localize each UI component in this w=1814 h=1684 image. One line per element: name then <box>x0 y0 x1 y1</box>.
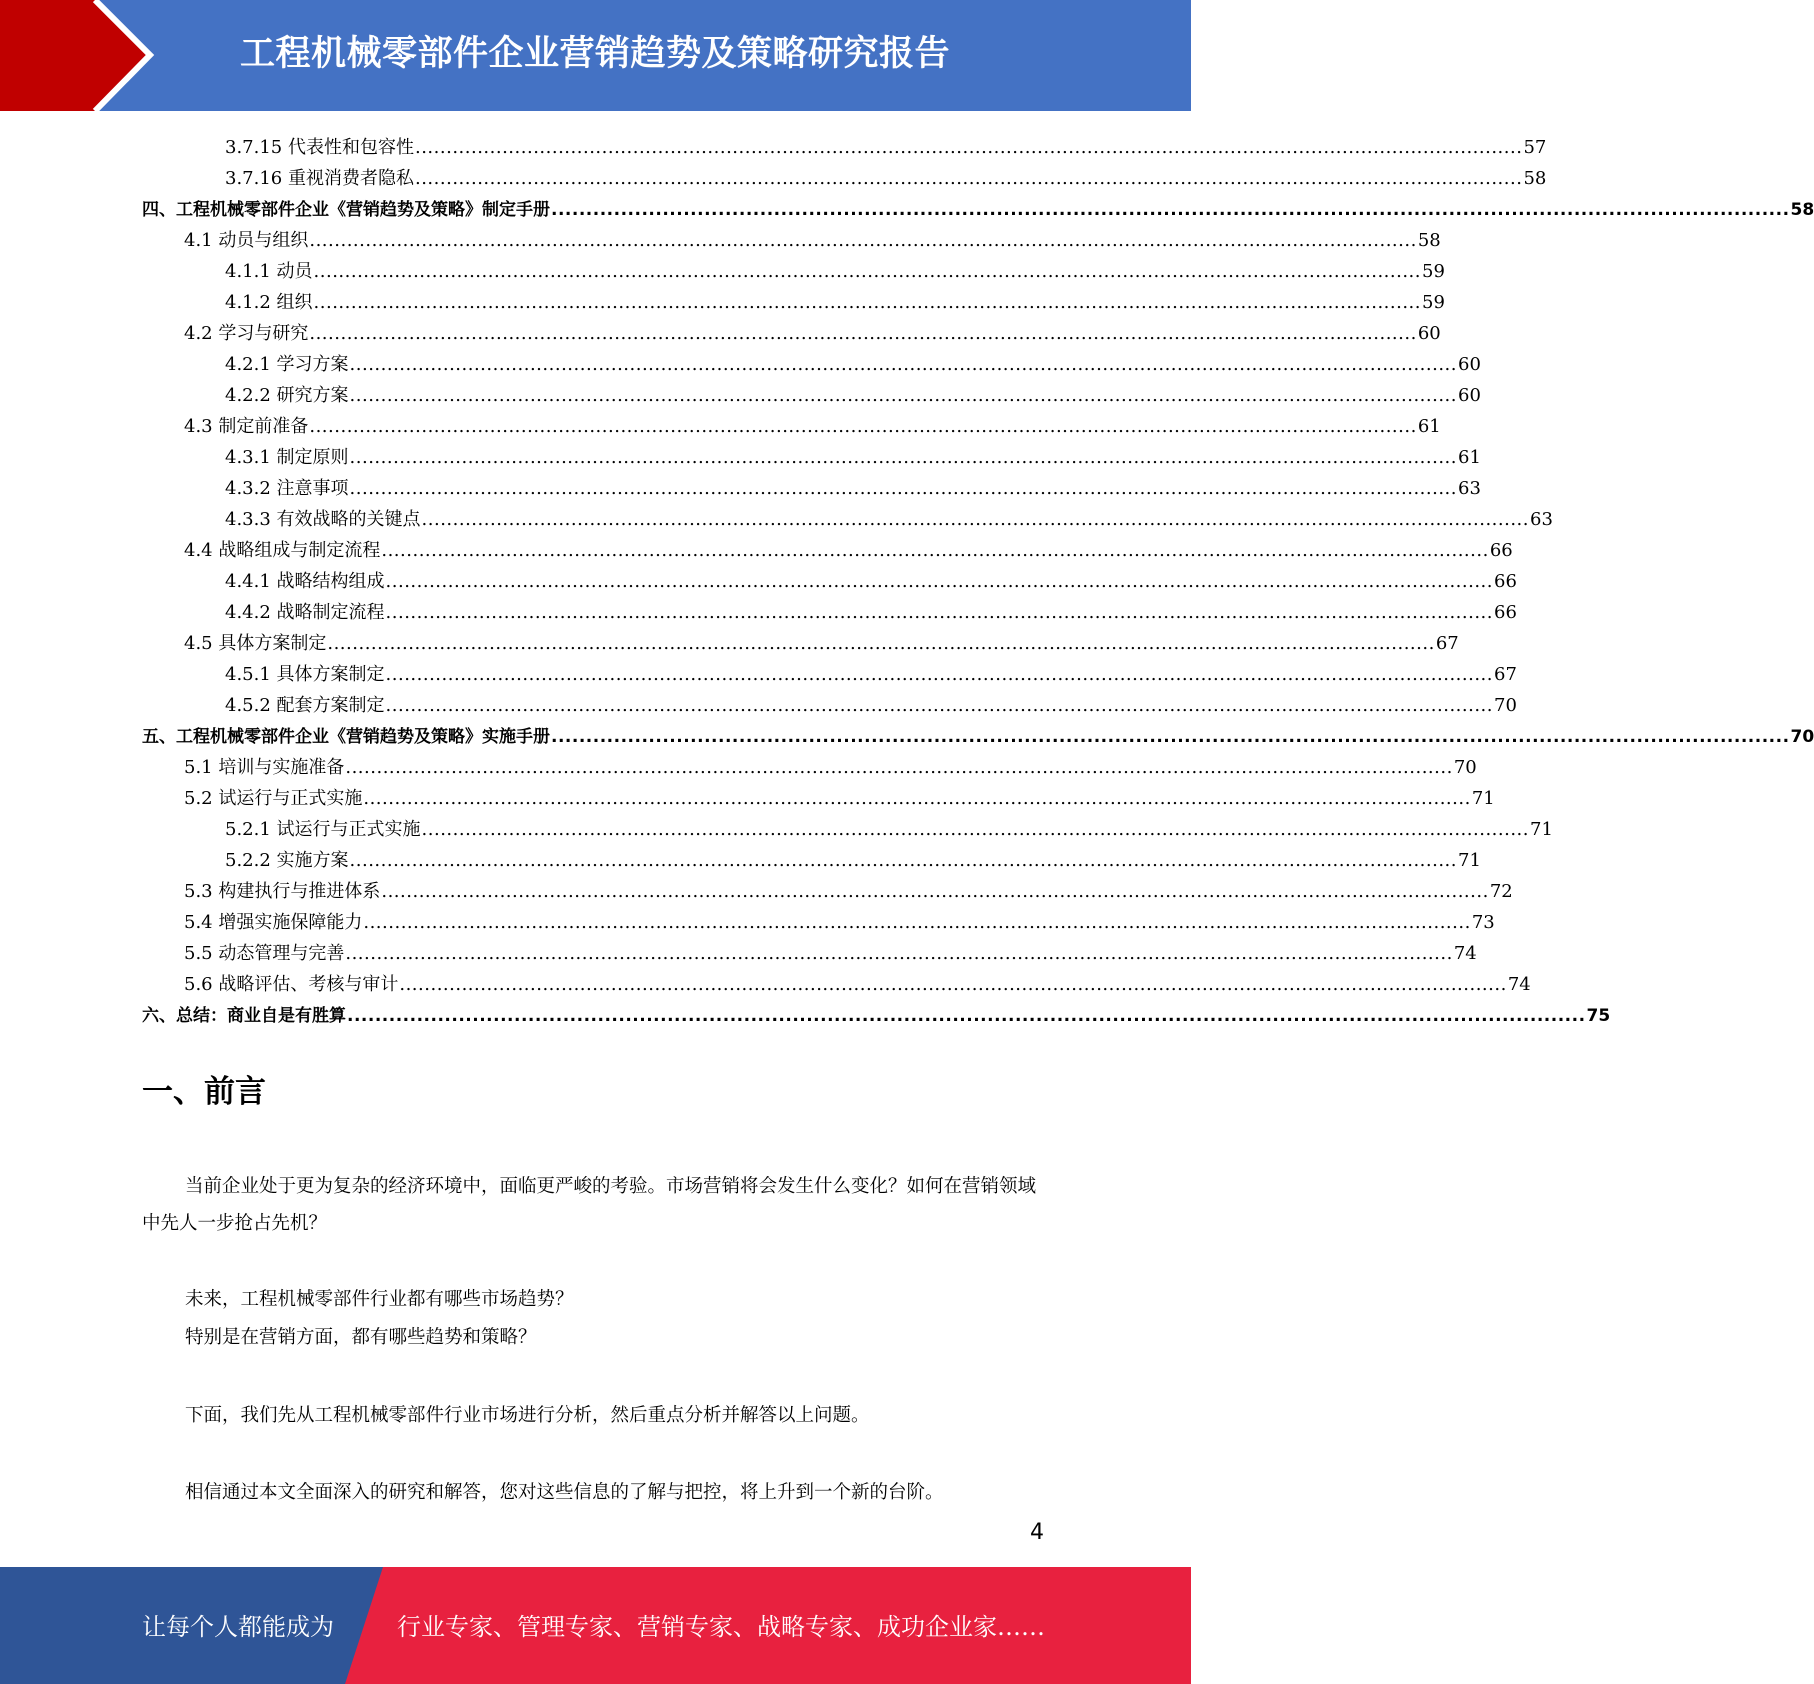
toc-entry[interactable] <box>184 407 1441 438</box>
toc-entry-label: 5.6 战略评估、考核与审计 <box>184 974 399 995</box>
toc-leader-dots: .................................................................................................................................................................................. <box>309 323 1417 344</box>
toc-entry-page: 70 <box>1494 695 1517 716</box>
toc-leader-dots: .................................................................................................................................................................................. <box>349 850 1457 871</box>
toc-entry[interactable] <box>225 345 1481 376</box>
toc-entry-page: 71 <box>1471 788 1495 809</box>
toc-entry-page: 57 <box>1523 137 1547 158</box>
toc-entry-label: 3.7.16 重视消费者隐私 <box>225 168 414 189</box>
toc-leader-dots: .................................................................................................................................................................................. <box>381 881 1489 902</box>
toc-entry[interactable] <box>225 159 1547 190</box>
toc-entry-page: 58 <box>1790 200 1814 220</box>
toc-entry-label: 4.1 动员与组织 <box>184 230 309 251</box>
toc-entry-page: 72 <box>1489 881 1513 902</box>
body-paragraph: 下面，我们先从工程机械零部件行业市场进行分析，然后重点分析并解答以上问题。 <box>185 1405 870 1426</box>
toc-leader-dots: .................................................................................................................................................................................. <box>414 168 1523 189</box>
toc-leader-dots: .................................................................................................................................................................................. <box>313 292 1421 313</box>
toc-entry-page: 59 <box>1422 292 1445 313</box>
toc-leader-dots: .................................................................................................................................................................................. <box>385 695 1493 716</box>
toc-entry-page: 63 <box>1458 478 1481 499</box>
toc-entry-label: 5.5 动态管理与完善 <box>184 943 345 964</box>
toc-leader-dots: .................................................................................................................................................................................. <box>349 447 1457 468</box>
toc-entry-label: 4.5.1 具体方案制定 <box>225 664 385 685</box>
toc-entry-page: 75 <box>1586 1006 1611 1026</box>
toc-entry[interactable] <box>225 283 1445 314</box>
body-paragraph: 当前企业处于更为复杂的经济环境中，面临更严峻的考验。市场营销将会发生什么变化？如何在营销领域中先人一步抢占先机？ <box>142 1176 1037 1234</box>
toc-entry-page: 59 <box>1422 261 1445 282</box>
toc-entry-label: 4.5.2 配套方案制定 <box>225 695 385 716</box>
toc-entry[interactable] <box>225 128 1547 159</box>
toc-entry-page: 73 <box>1471 912 1495 933</box>
toc-entry[interactable] <box>184 531 1513 562</box>
toc-leader-dots: .................................................................................................................................................................................. <box>309 230 1417 251</box>
toc-entry-label: 4.4.1 战略结构组成 <box>225 571 385 592</box>
toc-leader-dots: .................................................................................................................................................................................. <box>309 416 1417 437</box>
toc-entry[interactable] <box>184 314 1441 345</box>
page-number: 4 <box>1030 1520 1044 1545</box>
toc-entry[interactable] <box>225 469 1481 500</box>
toc-entry[interactable] <box>184 748 1477 779</box>
toc-entry[interactable] <box>184 624 1459 655</box>
toc-entry-label: 4.1.2 组织 <box>225 292 313 313</box>
body-paragraph: 特别是在营销方面，都有哪些趋势和策略？ <box>185 1327 537 1348</box>
toc-entry-page: 70 <box>1453 757 1477 778</box>
toc-entry-label: 5.2 试运行与正式实施 <box>184 788 363 809</box>
toc-entry-chapter[interactable] <box>142 717 1814 748</box>
toc-entry[interactable] <box>184 872 1513 903</box>
toc-entry-page: 58 <box>1417 230 1441 251</box>
toc-entry-label: 4.2 学习与研究 <box>184 323 309 344</box>
toc-entry-page: 71 <box>1530 819 1553 840</box>
toc-leader-dots: .................................................................................................................................................................................. <box>414 137 1523 158</box>
toc-leader-dots: .................................................................................................................................................................................. <box>313 261 1421 282</box>
toc-entry-label: 5.1 培训与实施准备 <box>184 757 345 778</box>
toc-entry-page: 74 <box>1507 974 1531 995</box>
toc-entry-page: 60 <box>1417 323 1441 344</box>
toc-entry-page: 63 <box>1530 509 1553 530</box>
toc-entry-page: 66 <box>1494 571 1517 592</box>
toc-entry-label: 5.3 构建执行与推进体系 <box>184 881 381 902</box>
toc-entry-chapter[interactable] <box>142 996 1611 1027</box>
toc-entry-label: 3.7.15 代表性和包容性 <box>225 137 414 158</box>
toc-entry[interactable] <box>225 810 1553 841</box>
toc-entry[interactable] <box>225 376 1481 407</box>
toc-leader-dots: .................................................................................................................................................................................. <box>381 540 1489 561</box>
toc-entry-label: 五、工程机械零部件企业《营销趋势及策略》实施手册 <box>142 727 550 747</box>
toc-entry[interactable] <box>225 438 1481 469</box>
page-footer <box>0 1567 1191 1684</box>
toc-leader-dots: .................................................................................................................................................................................. <box>349 478 1457 499</box>
toc-leader-dots: .................................................................................................................................................................................. <box>421 819 1529 840</box>
toc-entry[interactable] <box>184 965 1531 996</box>
report-title: 工程机械零部件企业营销趋势及策略研究报告 <box>240 34 951 74</box>
toc-entry-page: 66 <box>1489 540 1513 561</box>
toc-leader-dots: .................................................................................................................................................................................. <box>551 200 1790 220</box>
toc-entry-page: 71 <box>1458 850 1481 871</box>
toc-entry[interactable] <box>225 500 1553 531</box>
toc-leader-dots: .................................................................................................................................................................................. <box>327 633 1435 654</box>
toc-entry-page: 58 <box>1523 168 1547 189</box>
toc-entry-label: 4.2.1 学习方案 <box>225 354 349 375</box>
toc-entry[interactable] <box>184 221 1441 252</box>
toc-entry-page: 70 <box>1790 727 1814 747</box>
toc-entry-page: 61 <box>1417 416 1441 437</box>
toc-entry[interactable] <box>225 686 1517 717</box>
toc-entry-label: 四、工程机械零部件企业《营销趋势及策略》制定手册 <box>142 200 550 220</box>
toc-entry-page: 61 <box>1458 447 1481 468</box>
body-paragraph: 相信通过本文全面深入的研究和解答，您对这些信息的了解与把控，将上升到一个新的台阶。 <box>185 1482 944 1503</box>
toc-entry-label: 4.1.1 动员 <box>225 261 313 282</box>
page-header <box>0 0 1191 111</box>
toc-leader-dots: .................................................................................................................................................................................. <box>399 974 1507 995</box>
toc-leader-dots: .................................................................................................................................................................................. <box>421 509 1529 530</box>
toc-entry-label: 4.2.2 研究方案 <box>225 385 349 406</box>
toc-entry-label: 5.4 增强实施保障能力 <box>184 912 363 933</box>
toc-entry-label: 4.3.2 注意事项 <box>225 478 349 499</box>
toc-leader-dots: .................................................................................................................................................................................. <box>349 354 1457 375</box>
toc-entry[interactable] <box>225 841 1481 872</box>
toc-entry[interactable] <box>225 593 1517 624</box>
footer-slogan-right: 行业专家、管理专家、营销专家、战略专家、成功企业家…… <box>397 1613 1045 1641</box>
section-heading: 一、前言 <box>142 1074 266 1110</box>
toc-entry-label: 六、总结：商业自是有胜算 <box>142 1006 346 1026</box>
toc-leader-dots: .................................................................................................................................................................................. <box>385 664 1493 685</box>
toc-entry-label: 4.3 制定前准备 <box>184 416 309 437</box>
toc-entry-page: 67 <box>1494 664 1517 685</box>
footer-slogan-left: 让每个人都能成为 <box>142 1613 334 1641</box>
toc-entry-page: 60 <box>1458 354 1481 375</box>
toc-leader-dots: .................................................................................................................................................................................. <box>551 727 1790 747</box>
toc-leader-dots: .................................................................................................................................................................................. <box>363 788 1471 809</box>
toc-entry-page: 60 <box>1458 385 1481 406</box>
toc-entry-label: 4.5 具体方案制定 <box>184 633 327 654</box>
toc-leader-dots: .................................................................................................................................................................................. <box>385 602 1493 623</box>
toc-entry[interactable] <box>225 655 1517 686</box>
toc-entry-page: 74 <box>1453 943 1477 964</box>
toc-entry-page: 67 <box>1435 633 1459 654</box>
toc-entry[interactable] <box>225 252 1445 283</box>
body-paragraph: 未来，工程机械零部件行业都有哪些市场趋势？ <box>185 1289 574 1310</box>
toc-leader-dots: .................................................................................................................................................................................. <box>385 571 1493 592</box>
toc-entry-label: 4.3.1 制定原则 <box>225 447 349 468</box>
toc-entry-page: 66 <box>1494 602 1517 623</box>
toc-entry-label: 4.4 战略组成与制定流程 <box>184 540 381 561</box>
toc-entry[interactable] <box>184 779 1495 810</box>
toc-entry-chapter[interactable] <box>142 190 1814 221</box>
toc-leader-dots: .................................................................................................................................................................................. <box>349 385 1457 406</box>
toc-leader-dots: .................................................................................................................................................................................. <box>347 1006 1586 1026</box>
toc-leader-dots: .................................................................................................................................................................................. <box>363 912 1471 933</box>
toc-entry-label: 4.3.3 有效战略的关键点 <box>225 509 421 530</box>
toc-entry-label: 5.2.2 实施方案 <box>225 850 349 871</box>
toc-entry[interactable] <box>184 934 1477 965</box>
toc-entry[interactable] <box>225 562 1517 593</box>
toc-leader-dots: .................................................................................................................................................................................. <box>345 943 1453 964</box>
toc-leader-dots: .................................................................................................................................................................................. <box>345 757 1453 778</box>
toc-entry-label: 4.4.2 战略制定流程 <box>225 602 385 623</box>
toc-entry-label: 5.2.1 试运行与正式实施 <box>225 819 421 840</box>
toc-entry[interactable] <box>184 903 1495 934</box>
